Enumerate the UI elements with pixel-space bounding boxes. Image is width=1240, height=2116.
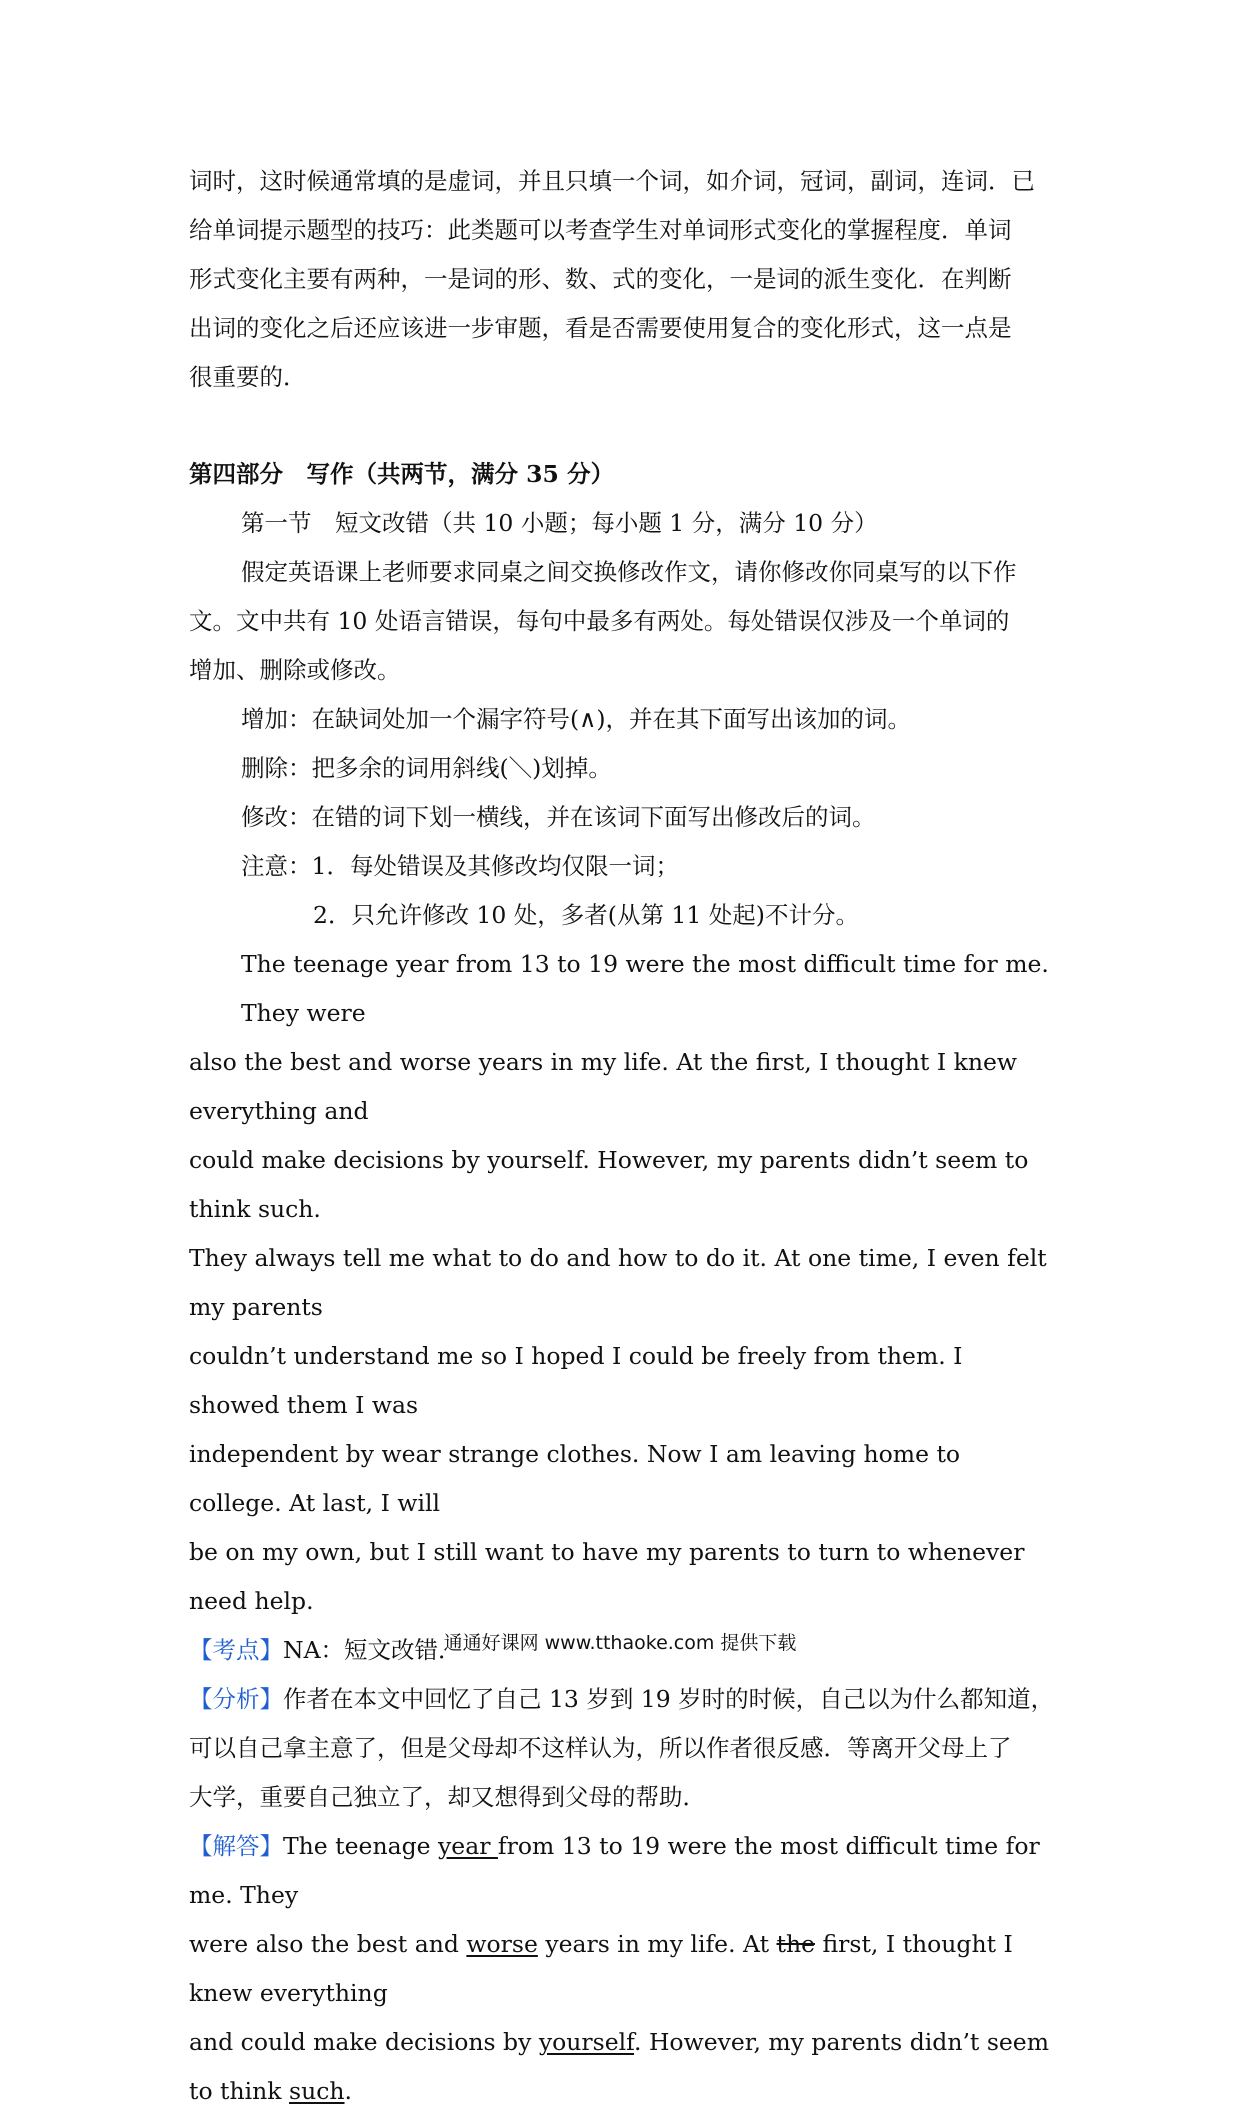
kaodian-text: NA：短文改错． bbox=[283, 1636, 462, 1664]
jieda-text: and could make decisions by bbox=[189, 2028, 539, 2056]
rule-add: 增加：在缺词处加一个漏字符号(∧)，并在其下面写出该加的词。 bbox=[241, 705, 912, 733]
passage bbox=[189, 940, 1059, 1626]
correction-underline: yourself bbox=[538, 2028, 634, 2056]
rule-delete: 删除：把多余的词用斜线(＼)划掉。 bbox=[241, 754, 612, 782]
fenxi-line bbox=[189, 1675, 1059, 1724]
fenxi-block bbox=[189, 1675, 1059, 1822]
correction-underline: worse bbox=[466, 1930, 538, 1958]
passage-line: independent by wear strange clothes. Now I am leaving home to college. At last, I will bbox=[189, 1440, 961, 1517]
correction-underline: year bbox=[438, 1832, 498, 1860]
jieda-text: were also the best and bbox=[189, 1930, 467, 1958]
jieda-text: years in my life. At bbox=[537, 1930, 777, 1958]
intro-line: 假定英语课上老师要求同桌之间交换修改作文，请你修改你同桌写的以下作 bbox=[241, 558, 1017, 586]
jieda-text: The teenage bbox=[283, 1832, 439, 1860]
fenxi-tag: 【分析】 bbox=[189, 1685, 283, 1713]
jieda-text: first, I thought I knew everything bbox=[189, 1930, 1013, 2007]
passage-line: be on my own, but I still want to have my parents to turn to whenever need help. bbox=[189, 1538, 1025, 1615]
jieda-line bbox=[189, 1920, 1059, 2018]
fenxi-text: 作者在本文中回忆了自己 13 岁到 19 岁时的时候，自己以为什么都知道， bbox=[283, 1685, 1055, 1713]
fenxi-line: 大学，重要自己独立了，却又想得到父母的帮助． bbox=[189, 1783, 706, 1811]
intro-line: 增加、删除或修改。 bbox=[189, 656, 401, 684]
note-2: 2．只允许修改 10 处，多者(从第 11 处起)不计分。 bbox=[313, 901, 859, 929]
instructions bbox=[189, 548, 1059, 940]
jieda-text: . However, my parents didn’t seem to think bbox=[189, 2028, 1049, 2105]
kaodian-tag: 【考点】 bbox=[189, 1636, 283, 1664]
jieda-tag: 【解答】 bbox=[189, 1832, 283, 1860]
jieda-block bbox=[189, 1822, 1059, 2116]
text-line: 形式变化主要有两种，一是词的形、数、式的变化，一是词的派生变化．在判断 bbox=[189, 265, 1012, 293]
text-line: 给单词提示题型的技巧：此类题可以考查学生对单词形式变化的掌握程度．单词 bbox=[189, 216, 1012, 244]
section-subtitle: 第一节 短文改错（共 10 小题；每小题 1 分，满分 10 分） bbox=[241, 509, 878, 537]
rule-modify: 修改：在错的词下划一横线，并在该词下面写出修改后的词。 bbox=[241, 803, 876, 831]
passage-line: They always tell me what to do and how to do it. At one time, I even felt my parents bbox=[189, 1244, 1047, 1321]
jieda-text: from 13 to 19 were the most difficult time for me. They bbox=[189, 1832, 1040, 1909]
text-line: 出词的变化之后还应该进一步审题，看是否需要使用复合的变化形式，这一点是 bbox=[189, 314, 1012, 342]
section-title: 第四部分 写作（共两节，满分 35 分） bbox=[189, 460, 615, 488]
spacer bbox=[189, 402, 1059, 450]
jieda-text: . bbox=[344, 2077, 352, 2105]
fenxi-line: 可以自己拿主意了，但是父母却不这样认为，所以作者很反感．等离开父母上了 bbox=[189, 1734, 1012, 1762]
passage-line: also the best and worse years in my life. At the first, I thought I knew everything and bbox=[189, 1048, 1017, 1125]
page-footer: 通通好课网 www.tthaoke.com 提供下载 bbox=[443, 1632, 797, 1654]
jieda-line bbox=[189, 1822, 1059, 1920]
text-line: 很重要的． bbox=[189, 363, 307, 391]
top-paragraph bbox=[189, 157, 1059, 402]
correction-strikethrough: the bbox=[776, 1930, 815, 1958]
passage-line: The teenage year from 13 to 19 were the most difficult time for me. They were bbox=[241, 950, 1049, 1027]
document-body bbox=[189, 157, 1059, 2116]
correction-underline: such bbox=[289, 2077, 345, 2105]
intro-line: 文。文中共有 10 处语言错误，每句中最多有两处。每处错误仅涉及一个单词的 bbox=[189, 607, 1010, 635]
note-1: 注意：1．每处错误及其修改均仅限一词； bbox=[241, 852, 679, 880]
passage-line: couldn’t understand me so I hoped I could be freely from them. I showed them I was bbox=[189, 1342, 963, 1419]
text-line: 词时，这时候通常填的是虚词，并且只填一个词，如介词，冠词，副词，连词．已 bbox=[189, 167, 1035, 195]
passage-line: could make decisions by yourself. However, my parents didn’t seem to think such. bbox=[189, 1146, 1029, 1223]
jieda-line bbox=[189, 2018, 1059, 2116]
